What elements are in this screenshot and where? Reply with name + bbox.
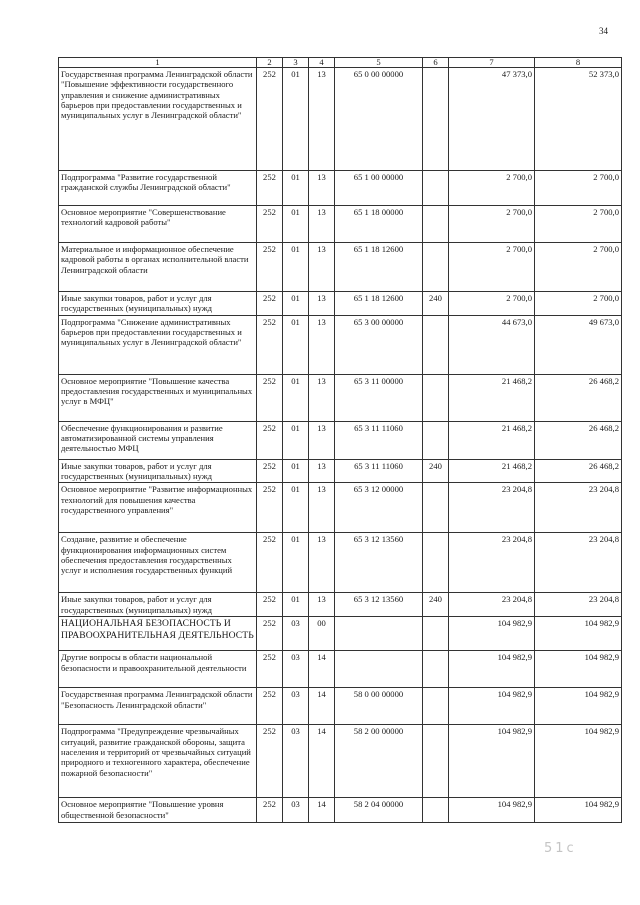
row-code-2: 252 — [257, 171, 283, 206]
row-code-6 — [423, 617, 449, 651]
row-code-5: 65 3 12 00000 — [335, 483, 423, 533]
table-row — [59, 798, 622, 823]
page-number: 34 — [599, 26, 608, 36]
table-row — [59, 483, 622, 533]
row-code-2: 252 — [257, 68, 283, 171]
row-name: Обеспечение функционирования и развитие автоматизированной системы управления деятельностью МФЦ — [59, 421, 257, 459]
row-value-8: 104 982,9 — [535, 688, 622, 725]
row-code-3: 01 — [283, 421, 309, 459]
row-code-2: 252 — [257, 315, 283, 374]
row-code-6 — [423, 688, 449, 725]
row-value-8: 2 700,0 — [535, 292, 622, 316]
row-code-3: 01 — [283, 533, 309, 593]
row-code-2: 252 — [257, 243, 283, 292]
table-row — [59, 593, 622, 617]
row-name: Государственная программа Ленинградской области "Безопасность Ленинградской области" — [59, 688, 257, 725]
row-code-6 — [423, 483, 449, 533]
row-code-5: 58 2 04 00000 — [335, 798, 423, 823]
row-code-6 — [423, 421, 449, 459]
row-code-5: 65 3 11 11060 — [335, 459, 423, 483]
row-code-6: 240 — [423, 292, 449, 316]
row-code-4: 13 — [309, 68, 335, 171]
row-code-4: 00 — [309, 617, 335, 651]
row-code-2: 252 — [257, 593, 283, 617]
row-code-5 — [335, 651, 423, 688]
row-value-8: 2 700,0 — [535, 206, 622, 243]
row-value-7: 2 700,0 — [449, 243, 535, 292]
table-row — [59, 459, 622, 483]
budget-table — [58, 57, 622, 823]
row-value-8: 23 204,8 — [535, 483, 622, 533]
row-value-7: 23 204,8 — [449, 593, 535, 617]
row-code-5: 65 3 12 13560 — [335, 593, 423, 617]
table-row — [59, 421, 622, 459]
table-row — [59, 243, 622, 292]
row-code-4: 13 — [309, 483, 335, 533]
row-code-2: 252 — [257, 798, 283, 823]
table-row — [59, 617, 622, 651]
row-code-4: 14 — [309, 725, 335, 798]
row-value-7: 2 700,0 — [449, 206, 535, 243]
row-value-8: 23 204,8 — [535, 533, 622, 593]
row-value-7: 44 673,0 — [449, 315, 535, 374]
row-value-8: 2 700,0 — [535, 243, 622, 292]
table-row — [59, 651, 622, 688]
row-value-8: 52 373,0 — [535, 68, 622, 171]
row-value-8: 26 468,2 — [535, 421, 622, 459]
row-code-6 — [423, 374, 449, 421]
row-value-7: 21 468,2 — [449, 421, 535, 459]
row-value-8: 104 982,9 — [535, 651, 622, 688]
row-code-5: 65 3 11 11060 — [335, 421, 423, 459]
row-value-8: 26 468,2 — [535, 459, 622, 483]
row-code-4: 13 — [309, 315, 335, 374]
row-name: Основное мероприятие "Повышение уровня общественной безопасности" — [59, 798, 257, 823]
row-code-4: 13 — [309, 206, 335, 243]
row-code-6 — [423, 243, 449, 292]
row-name: Основное мероприятие "Совершенствование технологий кадровой работы" — [59, 206, 257, 243]
row-name: Материальное и информационное обеспечение кадровой работы в органах исполнительной власти Ленинградской области — [59, 243, 257, 292]
header-cell-1: 1 — [59, 58, 257, 68]
row-code-3: 03 — [283, 725, 309, 798]
row-value-8: 104 982,9 — [535, 725, 622, 798]
row-code-5: 65 1 18 00000 — [335, 206, 423, 243]
row-value-7: 104 982,9 — [449, 651, 535, 688]
header-cell-8: 8 — [535, 58, 622, 68]
row-code-4: 13 — [309, 374, 335, 421]
row-value-8: 49 673,0 — [535, 315, 622, 374]
row-code-4: 14 — [309, 688, 335, 725]
row-value-7: 47 373,0 — [449, 68, 535, 171]
row-code-6 — [423, 206, 449, 243]
row-code-3: 01 — [283, 459, 309, 483]
row-code-2: 252 — [257, 688, 283, 725]
row-code-6 — [423, 315, 449, 374]
row-code-5: 58 0 00 00000 — [335, 688, 423, 725]
row-code-3: 01 — [283, 593, 309, 617]
row-code-4: 13 — [309, 292, 335, 316]
row-code-6 — [423, 68, 449, 171]
row-value-7: 23 204,8 — [449, 483, 535, 533]
row-code-4: 13 — [309, 459, 335, 483]
row-code-2: 252 — [257, 206, 283, 243]
row-value-8: 2 700,0 — [535, 171, 622, 206]
row-code-3: 01 — [283, 292, 309, 316]
row-name: Иные закупки товаров, работ и услуг для государственных (муниципальных) нужд — [59, 593, 257, 617]
row-name: Основное мероприятие "Повышение качества предоставления государственных и муниципальных услуг в МФЦ" — [59, 374, 257, 421]
row-code-2: 252 — [257, 725, 283, 798]
row-code-2: 252 — [257, 651, 283, 688]
header-cell-6: 6 — [423, 58, 449, 68]
row-code-6: 240 — [423, 459, 449, 483]
table-row — [59, 171, 622, 206]
row-value-7: 21 468,2 — [449, 374, 535, 421]
row-name: Иные закупки товаров, работ и услуг для государственных (муниципальных) нужд — [59, 292, 257, 316]
row-code-2: 252 — [257, 483, 283, 533]
row-code-6: 240 — [423, 593, 449, 617]
row-value-8: 26 468,2 — [535, 374, 622, 421]
row-code-3: 03 — [283, 688, 309, 725]
row-code-4: 14 — [309, 798, 335, 823]
row-value-7: 21 468,2 — [449, 459, 535, 483]
table-row — [59, 315, 622, 374]
row-code-2: 252 — [257, 617, 283, 651]
header-cell-7: 7 — [449, 58, 535, 68]
header-cell-2: 2 — [257, 58, 283, 68]
row-code-3: 01 — [283, 206, 309, 243]
row-value-7: 2 700,0 — [449, 292, 535, 316]
row-name: Подпрограмма "Развитие государственной гражданской службы Ленинградской области" — [59, 171, 257, 206]
row-name: Иные закупки товаров, работ и услуг для государственных (муниципальных) нужд — [59, 459, 257, 483]
row-value-8: 104 982,9 — [535, 798, 622, 823]
row-code-6 — [423, 651, 449, 688]
row-name: Подпрограмма "Снижение административных барьеров при предоставлении государственных и муниципальных услуг в Ленинградской области" — [59, 315, 257, 374]
row-code-5: 65 1 00 00000 — [335, 171, 423, 206]
row-code-3: 01 — [283, 483, 309, 533]
table-row — [59, 725, 622, 798]
row-code-4: 13 — [309, 243, 335, 292]
row-code-3: 03 — [283, 651, 309, 688]
row-code-5 — [335, 617, 423, 651]
row-code-4: 13 — [309, 421, 335, 459]
row-value-7: 104 982,9 — [449, 617, 535, 651]
row-code-2: 252 — [257, 292, 283, 316]
row-code-6 — [423, 725, 449, 798]
row-value-8: 104 982,9 — [535, 617, 622, 651]
row-code-5: 65 1 18 12600 — [335, 292, 423, 316]
row-value-7: 104 982,9 — [449, 688, 535, 725]
row-name: Основное мероприятие "Развитие информационных технологий для повышения качества государственного управления" — [59, 483, 257, 533]
row-code-2: 252 — [257, 459, 283, 483]
table-row — [59, 533, 622, 593]
row-code-5: 65 3 12 13560 — [335, 533, 423, 593]
row-value-7: 104 982,9 — [449, 798, 535, 823]
row-value-7: 23 204,8 — [449, 533, 535, 593]
row-code-3: 01 — [283, 171, 309, 206]
row-code-3: 03 — [283, 798, 309, 823]
row-code-2: 252 — [257, 374, 283, 421]
table-row — [59, 68, 622, 171]
row-code-5: 65 0 00 00000 — [335, 68, 423, 171]
row-code-4: 14 — [309, 651, 335, 688]
row-code-3: 01 — [283, 315, 309, 374]
row-code-3: 03 — [283, 617, 309, 651]
header-row — [59, 58, 622, 68]
row-value-7: 104 982,9 — [449, 725, 535, 798]
row-code-5: 65 3 11 00000 — [335, 374, 423, 421]
stamp-mark: 51с — [544, 841, 577, 856]
row-code-5: 65 1 18 12600 — [335, 243, 423, 292]
row-code-2: 252 — [257, 533, 283, 593]
row-code-4: 13 — [309, 533, 335, 593]
header-cell-4: 4 — [309, 58, 335, 68]
row-name: Подпрограмма "Предупреждение чрезвычайных ситуаций, развитие гражданской обороны, защита населения и территорий от чрезвычайных ситуаций природного и техногенного характера, обеспечение пожарной безопасности" — [59, 725, 257, 798]
row-code-6 — [423, 798, 449, 823]
row-code-3: 01 — [283, 374, 309, 421]
row-name: НАЦИОНАЛЬНАЯ БЕЗОПАСНОСТЬ И ПРАВООХРАНИТЕЛЬНАЯ ДЕЯТЕЛЬНОСТЬ — [59, 617, 257, 651]
row-name: Другие вопросы в области национальной безопасности и правоохранительной деятельности — [59, 651, 257, 688]
row-code-2: 252 — [257, 421, 283, 459]
table-row — [59, 374, 622, 421]
row-code-5: 65 3 00 00000 — [335, 315, 423, 374]
row-name: Создание, развитие и обеспечение функционирования информационных систем обеспечения предоставления государственных услуг и исполнения государственных функций — [59, 533, 257, 593]
header-cell-3: 3 — [283, 58, 309, 68]
table-row — [59, 206, 622, 243]
row-code-6 — [423, 533, 449, 593]
row-value-8: 23 204,8 — [535, 593, 622, 617]
table-row — [59, 292, 622, 316]
row-code-5: 58 2 00 00000 — [335, 725, 423, 798]
row-name: Государственная программа Ленинградской области "Повышение эффективности государственного управления и снижение административных барьеров при предоставлении государственных и муниципальных услуг в Ленинградской области" — [59, 68, 257, 171]
row-code-6 — [423, 171, 449, 206]
row-code-3: 01 — [283, 243, 309, 292]
row-code-3: 01 — [283, 68, 309, 171]
row-code-4: 13 — [309, 171, 335, 206]
row-value-7: 2 700,0 — [449, 171, 535, 206]
row-code-4: 13 — [309, 593, 335, 617]
header-cell-5: 5 — [335, 58, 423, 68]
table-row — [59, 688, 622, 725]
